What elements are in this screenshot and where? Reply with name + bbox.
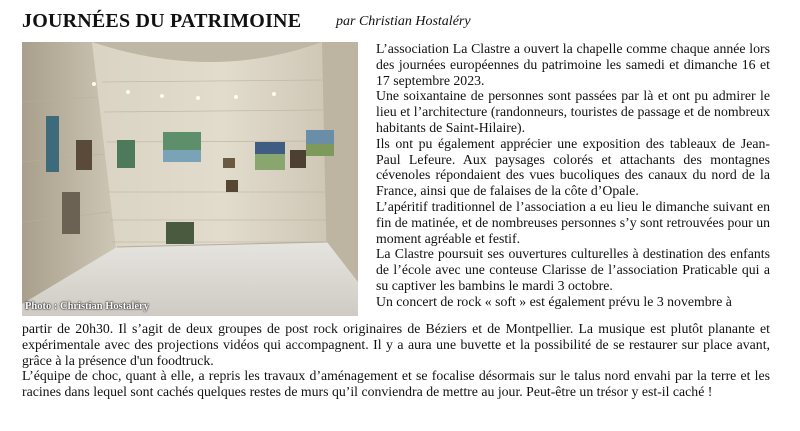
article-byline: par Christian Hostaléry (336, 14, 471, 29)
photo-caption: Photo : Christian Hostaléry (25, 301, 149, 312)
paragraph: Une soixantaine de personnes sont passées par là et ont pu admirer le lieu et l’architecture (randonneurs, touristes de passage et de nombreux habitants de Saint-Hilaire). (376, 88, 770, 135)
chapel-interior-illustration (22, 42, 358, 316)
paragraph: L’apéritif traditionnel de l’association a eu lieu le dimanche suivant en fin de matinée, et de nombreuses personnes s’y sont retrouvées pour un moment agréable et festif. (376, 198, 770, 246)
article-body-lower (22, 321, 770, 400)
paragraph: L’association La Clastre a ouvert la chapelle comme chaque année lors des journées européennes du patrimoine les samedi et dimanche 16 et 17 septembre 2023. (376, 41, 770, 88)
article-title: JOURNÉES DU PATRIMOINE (22, 10, 302, 32)
article-body-upper (376, 41, 770, 310)
paragraph: partir de 20h30. Il s’agit de deux groupes de post rock originaires de Béziers et de Montpellier. La musique est plutôt planante et expérimentale avec des projections vidéos qui accompagnent. Il y a aura une buvette et la possibilité de se restaurer sur place avant, grâce à la présence d'un foodtruck. (22, 321, 770, 368)
chapel-exhibition-photo (22, 42, 358, 316)
paragraph: La Clastre poursuit ses ouvertures culturelles à destination des enfants de l’école avec une conteuse Clarisse de l’association Praticable qui a su captiver les bambins le mardi 3 octobre. (376, 246, 770, 293)
paragraph: Ils ont pu également apprécier une exposition des tableaux de Jean-Paul Lefeure. Aux paysages colorés et attachants des montagnes cévenoles répondaient des vues bucoliques des canaux du nord de la France, ainsi que de falaises de la côte d’Opale. (376, 135, 770, 199)
paragraph: L’équipe de choc, quant à elle, a repris les travaux d’aménagement et se focalise désormais sur le talus nord envahi par la terre et les racines dans lequel sont cachés quelques restes de murs qu’il conviendra de mettre au jour. Peut-être un trésor y est-il caché ! (22, 368, 770, 400)
paragraph: Un concert de rock « soft » est également prévu le 3 novembre à (376, 293, 732, 309)
